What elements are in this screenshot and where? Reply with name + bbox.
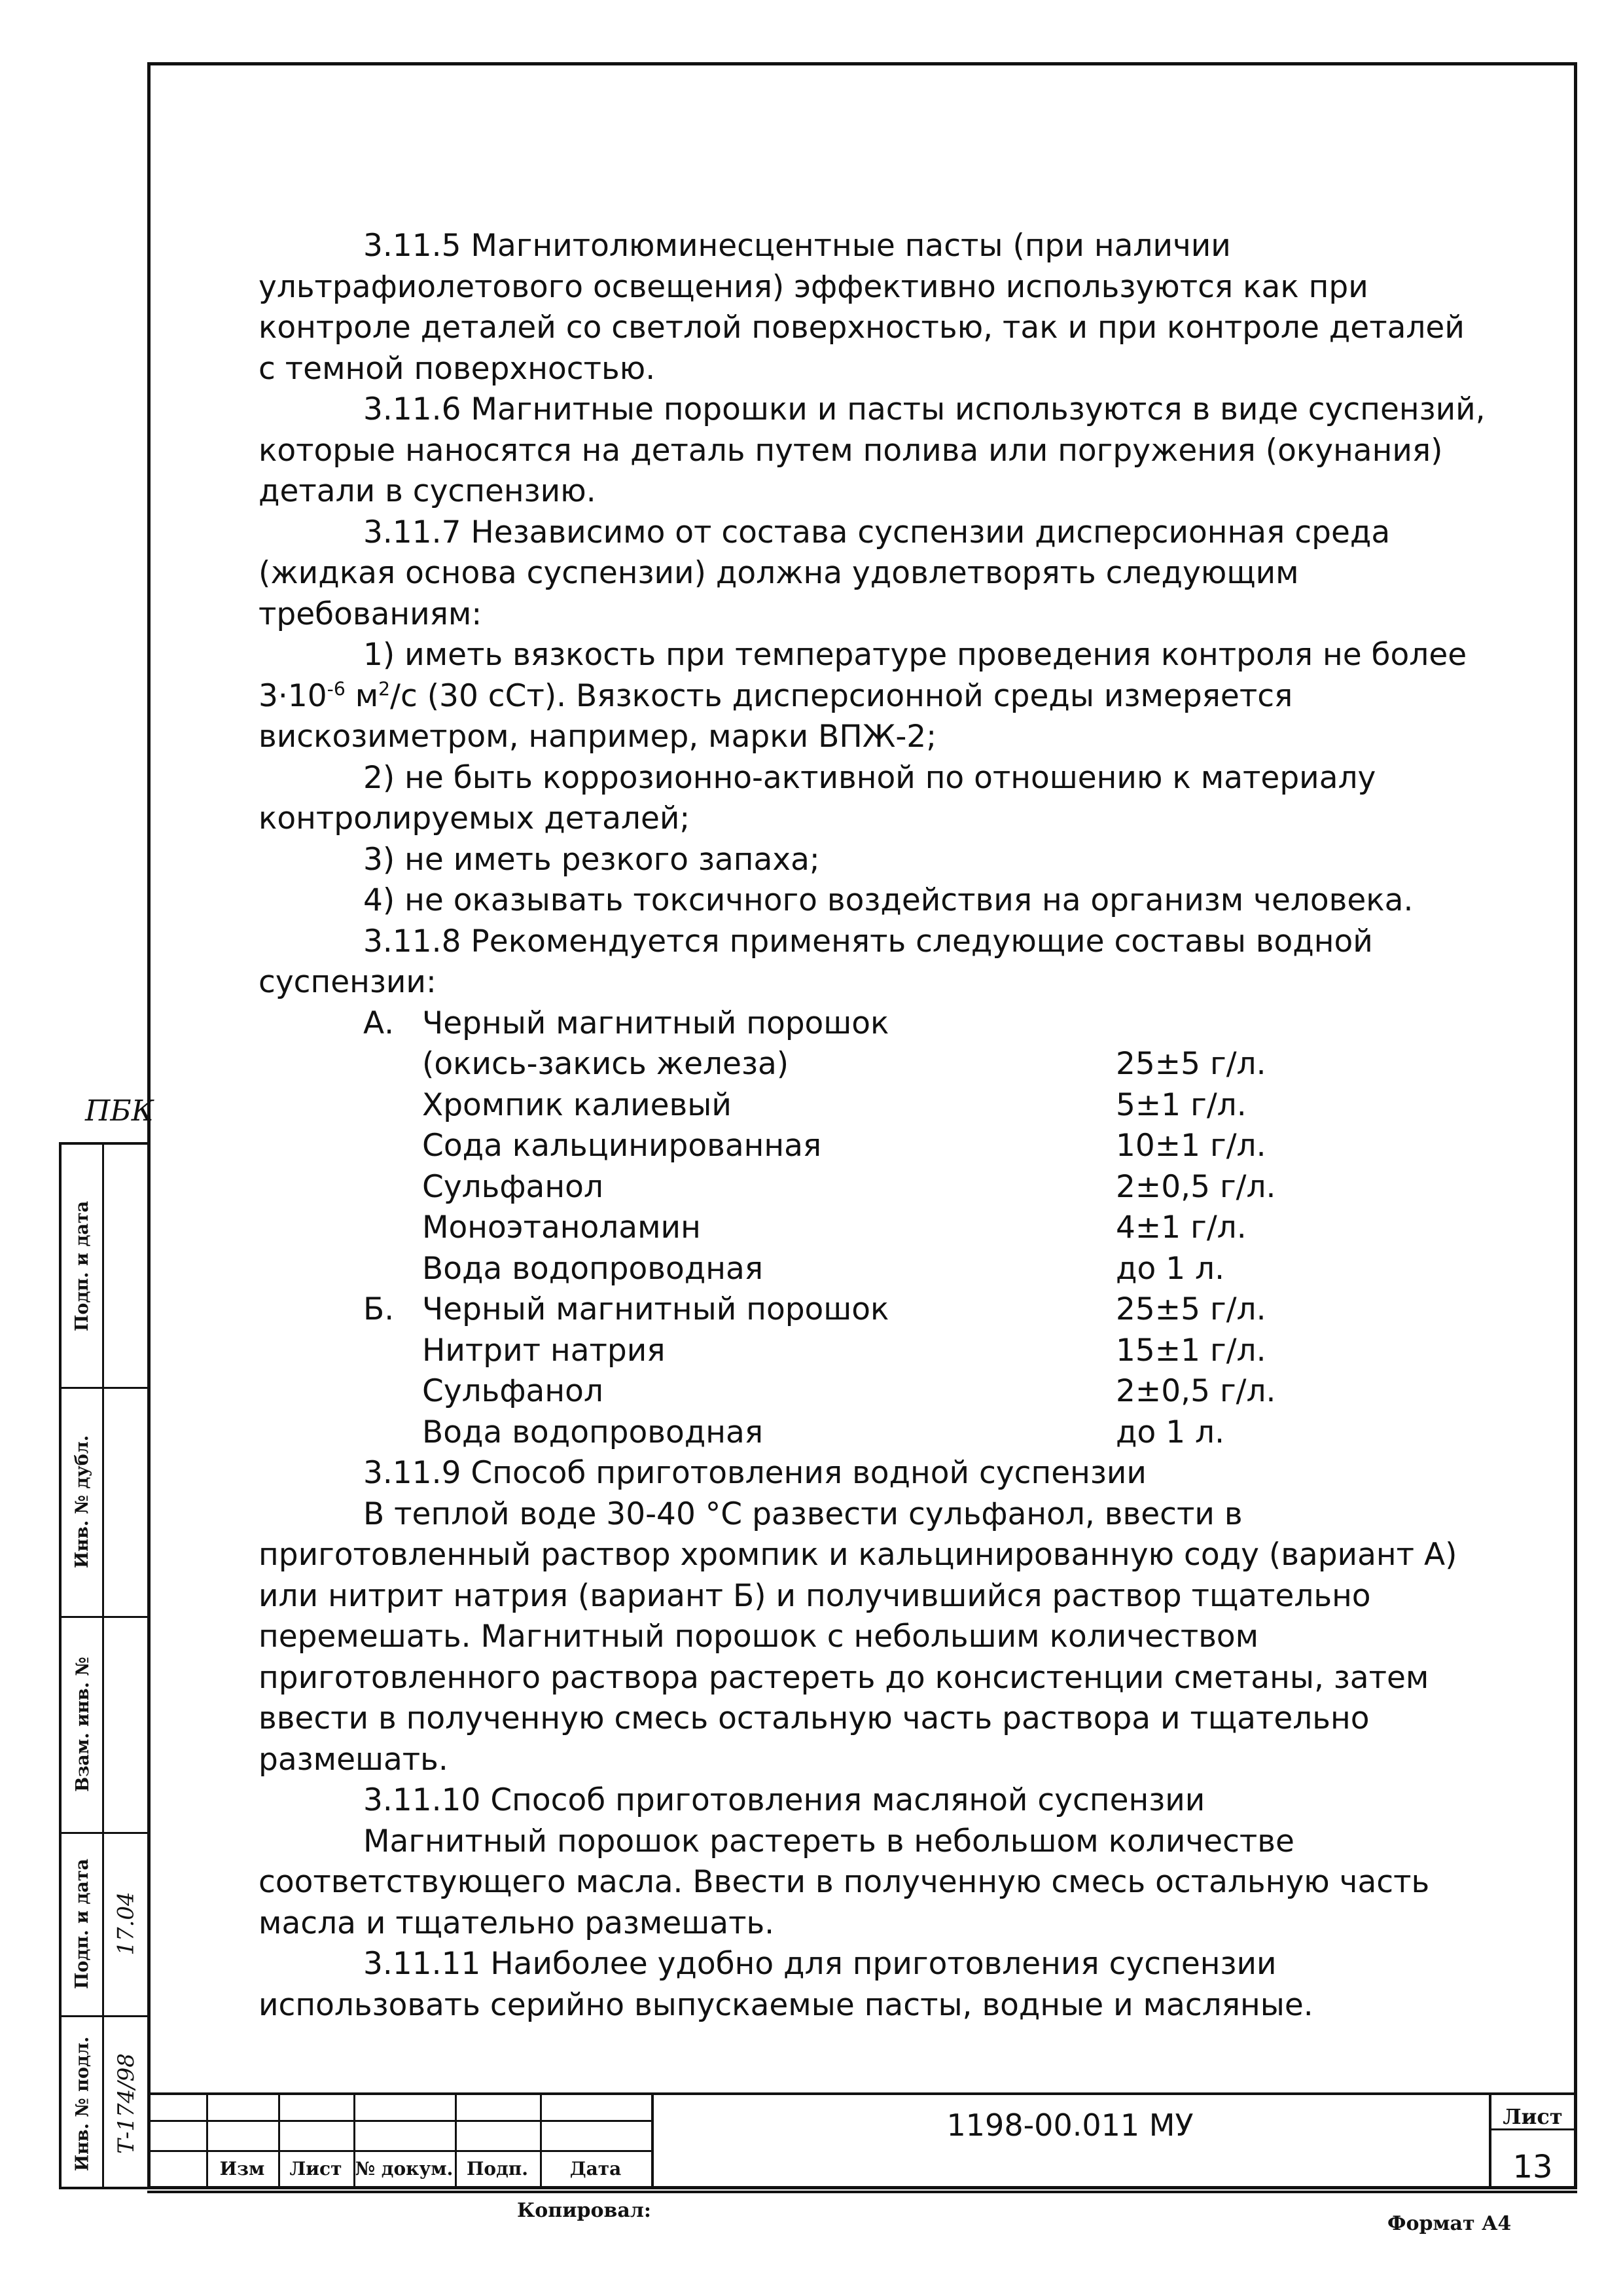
component-amount: 5±1 г/л.	[1116, 1086, 1247, 1123]
component-amount: 10±1 г/л.	[1116, 1128, 1266, 1164]
component-name: Вода водопроводная	[422, 1250, 764, 1287]
component-amount: 2±0,5 г/л.	[1116, 1168, 1276, 1205]
component-amount: до 1 л.	[1116, 1250, 1225, 1287]
component-amount: 15±1 г/л.	[1116, 1332, 1266, 1369]
handwritten-note: ПБК	[85, 1094, 154, 1128]
component-name: Вода водопроводная	[422, 1414, 764, 1450]
header-sheet: Лист	[289, 2158, 342, 2179]
composition-b	[259, 1289, 1489, 1453]
copied-by-label: Копировал:	[517, 2199, 652, 2222]
composition-row	[259, 1249, 1489, 1290]
component-amount: 4±1 г/л.	[1116, 1210, 1247, 1246]
stamp-label-orig-inv: Инв. № подл.	[72, 2036, 93, 2171]
requirement-3: 3) не иметь резкого запаха;	[363, 841, 820, 878]
composition-a	[259, 1003, 1489, 1290]
oil-suspension-procedure: Магнитный порошок растереть в небольшом количестве соответствующего масла. Ввести в полученную смесь остальную часть масла и тщательно размешать.	[259, 1823, 1430, 1941]
composition-row	[259, 1412, 1489, 1454]
component-name: Черный магнитный порошок	[422, 1005, 889, 1041]
composition-row	[259, 1289, 1489, 1331]
composition-row	[259, 1003, 1489, 1045]
component-name: Черный магнитный порошок	[422, 1291, 889, 1327]
composition-row	[259, 1085, 1489, 1126]
composition-letter: А.	[363, 1005, 395, 1041]
handwritten-inventory: Т-174/98	[113, 2053, 139, 2154]
paragraph-3-11-9: 3.11.9 Способ приготовления водной суспензии	[363, 1455, 1147, 1491]
handwritten-date: 17.04	[113, 1892, 139, 1956]
paragraph-3-11-6: 3.11.6 Магнитные порошки и пасты используются в виде суспензий, которые наносятся на деталь путем полива или погружения (окунания) детали в суспензию.	[259, 391, 1486, 509]
header-date: Дата	[569, 2158, 622, 2179]
composition-row	[259, 1126, 1489, 1167]
stamp-label-dup-inv: Инв. № дубл.	[72, 1435, 93, 1568]
requirement-1: 1) иметь вязкость при температуре проведения контроля не более $3\cdot 10^{-6}$ $м^2/с$ (30 сСт). Вязкость дисперсионной среды измеряется вискозиметром, например, марки ВПЖ-2;	[259, 637, 1467, 755]
paragraph-3-11-5: 3.11.5 Магнитолюминесцентные пасты (при наличии ультрафиолетового освещения) эффективно используются как при контроле деталей со светлой поверхностью, так и при контроле деталей с темной поверхностью.	[259, 228, 1465, 387]
stamp-label-sign-date-1: Подп. и дата	[72, 1200, 93, 1331]
component-name: Сульфанол	[422, 1168, 603, 1205]
component-name: (окись-закись железа)	[422, 1046, 789, 1082]
component-amount: 25±5 г/л.	[1116, 1291, 1266, 1327]
composition-row	[259, 1044, 1489, 1085]
component-name: Сульфанол	[422, 1373, 603, 1409]
header-signature: Подп.	[466, 2158, 529, 2179]
component-amount: 2±0,5 г/л.	[1116, 1373, 1276, 1409]
component-name: Нитрит натрия	[422, 1332, 666, 1369]
header-change: Изм	[219, 2158, 265, 2179]
sheet-number: 13	[1512, 2149, 1553, 2185]
paragraph-3-11-8: 3.11.8 Рекомендуется применять следующие составы водной суспензии:	[259, 923, 1373, 1000]
requirement-2: 2) не быть коррозионно-активной по отношению к материалу контролируемых деталей;	[259, 759, 1376, 836]
component-amount: до 1 л.	[1116, 1414, 1225, 1450]
composition-letter: Б.	[363, 1291, 395, 1327]
stamp-label-replace-inv: Взам. инв. №	[72, 1656, 93, 1792]
paragraph-3-11-11: 3.11.11 Наиболее удобно для приготовления суспензии использовать серийно выпускаемые пасты, водные и масляные.	[259, 1946, 1313, 2023]
paragraph-3-11-7: 3.11.7 Независимо от состава суспензии дисперсионная среда (жидкая основа суспензии) должна удовлетворять следующим требованиям:	[259, 514, 1391, 632]
composition-row	[259, 1331, 1489, 1372]
composition-row	[259, 1208, 1489, 1249]
water-suspension-procedure: В теплой воде 30-40 °С развести сульфанол, ввести в приготовленный раствор хромпик и кальцинированную соду (вариант А) или нитрит натрия (вариант Б) и получившийся раствор тщательно перемешать. Магнитный порошок с небольшим количеством приготовленного раствора растереть до консистенции сметаны, затем ввести в полученную смесь остальную часть раствора и тщательно размешать.	[259, 1496, 1457, 1778]
header-doc-number: № докум.	[355, 2158, 454, 2179]
composition-row	[259, 1371, 1489, 1412]
stamp-label-sign-date-2: Подп. и дата	[72, 1858, 93, 1989]
sheet-label: Лист	[1503, 2104, 1563, 2129]
component-name: Хромпик калиевый	[422, 1086, 732, 1123]
composition-row	[259, 1167, 1489, 1208]
requirement-4: 4) не оказывать токсичного воздействия на организм человека.	[363, 882, 1414, 918]
paragraph-3-11-10: 3.11.10 Способ приготовления масляной суспензии	[363, 1782, 1205, 1818]
component-name: Моноэтаноламин	[422, 1210, 701, 1246]
margin-stamp	[59, 1142, 147, 2189]
format-label: Формат А4	[1387, 2212, 1512, 2235]
document-number: 1198-00.011 МУ	[946, 2108, 1194, 2143]
document-body	[259, 226, 1489, 2026]
component-amount: 25±5 г/л.	[1116, 1046, 1266, 1082]
component-name: Сода кальцинированная	[422, 1128, 822, 1164]
